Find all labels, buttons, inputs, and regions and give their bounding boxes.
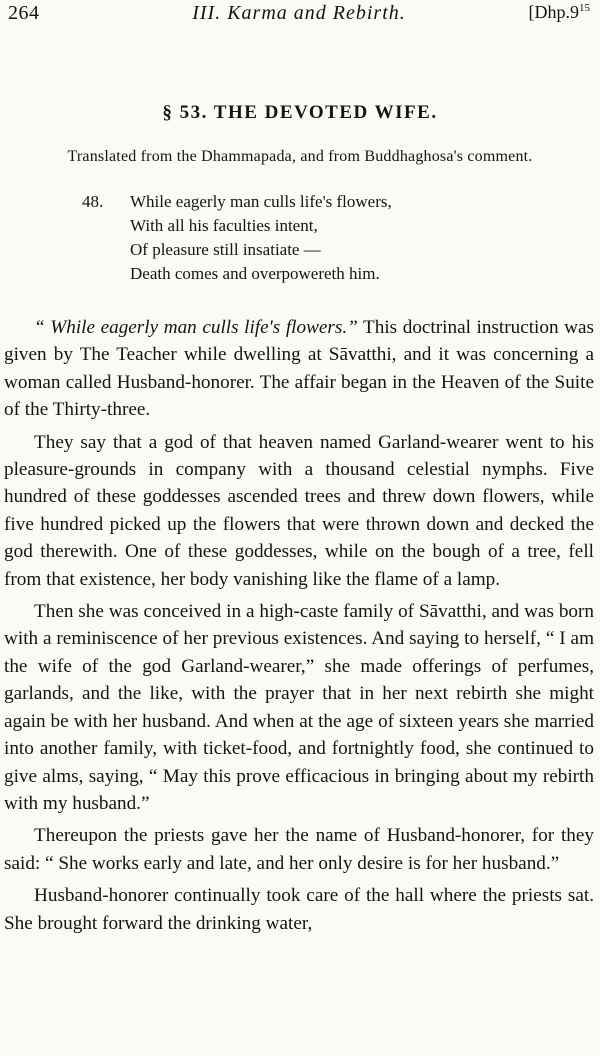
quoted-verse: “ While eagerly man culls life's flowers.” bbox=[34, 317, 358, 338]
paragraph: Husband-honorer continually took care of the hall where the priests sat. She brought forward the drinking water, bbox=[4, 885, 594, 934]
body-text bbox=[4, 314, 594, 942]
verse-line: While eagerly man culls life's flowers, bbox=[130, 192, 392, 211]
paragraph: Then she was conceived in a high-caste family of Sāvatthi, and was born with a reminiscence of her previous existences. And saying to herself, “ I am the wife of the god Garland-wearer,” she made offerings of perfumes, garlands, and the like, with the prayer that in her next rebirth she might again be with her husband. And when at the age of sixteen years she married into another family, with ticket-food, and fortnightly food, she continued to give alms, saying, “ May this prove efficacious in bringing about my rebirth with my husband.” bbox=[4, 601, 594, 814]
section-title: § 53. THE DEVOTED WIFE. bbox=[162, 102, 438, 123]
verse-line: With all his faculties intent, bbox=[130, 216, 318, 235]
running-title: III. Karma and Rebirth. bbox=[192, 2, 406, 24]
paragraph: Thereupon the priests gave her the name of Husband-honorer, for they said: “ She works early and late, and her only desire is for her husband.” bbox=[4, 825, 594, 874]
reference-superscript: 15 bbox=[579, 2, 590, 14]
verse-line: Of pleasure still insatiate — bbox=[130, 240, 321, 259]
running-header bbox=[8, 2, 590, 30]
paragraph: They say that a god of that heaven named Garland-wearer went to his pleasure-grounds in company with a thousand celestial nymphs. Five hundred of these goddesses ascended trees and threw down flowers, while five hundred picked up the flowers that were thrown down and decked the god therewith. One of these goddesses, while on the bough of a tree, fell from that existence, her body vanishing like the flame of a lamp. bbox=[4, 431, 594, 590]
section-subtitle: Translated from the Dhammapada, and from Buddhaghosa's comment. bbox=[67, 148, 533, 165]
verse-line: Death comes and overpowereth him. bbox=[130, 264, 380, 283]
verse-number: 48. bbox=[82, 192, 104, 211]
page-number: 264 bbox=[8, 2, 40, 24]
paragraph bbox=[4, 314, 594, 424]
paragraph-text: This doctrinal instruction was given by The Teacher while dwelling at Sāvatthi, and it was concerning a woman called Husband-honorer. The affair began in the Heaven of the Suite of the Thirty-three. bbox=[4, 317, 595, 421]
reference-label: [Dhp.9 bbox=[528, 2, 579, 22]
text-reference bbox=[529, 2, 591, 23]
verse-block bbox=[82, 190, 502, 286]
